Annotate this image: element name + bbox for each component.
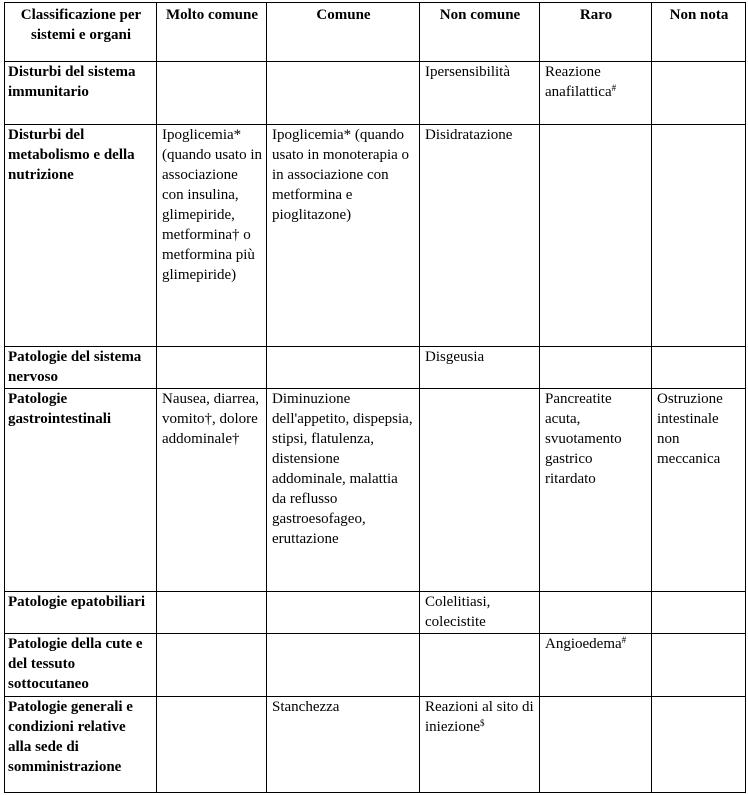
comune-cell: Ipoglicemia* (quando usato in monoterapia o in associazione con metformina e pioglitazone): [267, 125, 420, 347]
table-row: [5, 347, 746, 389]
comune-cell: Stanchezza: [267, 697, 420, 793]
table-row: [5, 62, 746, 125]
raro-cell: [540, 347, 652, 389]
raro-cell: [540, 634, 652, 697]
organ-class-cell: Patologie del sistema nervoso: [5, 347, 157, 389]
raro-cell: [540, 62, 652, 125]
non-nota-cell: [652, 62, 746, 125]
comune-cell: [267, 62, 420, 125]
non-nota-cell: Ostruzione intestinale non meccanica: [652, 389, 746, 592]
molto-comune-cell: [157, 592, 267, 634]
footnote-marker: $: [479, 718, 485, 728]
non-comune-cell: Ipersensibilità: [420, 62, 540, 125]
adverse-reactions-table: [4, 2, 746, 793]
organ-class-cell: Patologie epatobiliari: [5, 592, 157, 634]
non-nota-cell: [652, 347, 746, 389]
comune-cell: [267, 634, 420, 697]
non-comune-cell: [420, 634, 540, 697]
comune-cell: [267, 592, 420, 634]
table-row: [5, 697, 746, 793]
raro-cell: Pancreatite acuta, svuotamento gastrico ritardato: [540, 389, 652, 592]
header-row: [5, 3, 746, 62]
organ-class-cell: Patologie generali e condizioni relative alla sede di somministrazione: [5, 697, 157, 793]
footnote-marker: #: [611, 83, 617, 93]
table-row: [5, 389, 746, 592]
molto-comune-cell: [157, 347, 267, 389]
raro-text: Reazione anafilattica: [545, 64, 612, 100]
non-comune-cell: Colelitiasi, colecistite: [420, 592, 540, 634]
header-classificazione: Classificazione per sistemi e organi: [5, 3, 157, 62]
raro-cell: [540, 125, 652, 347]
non-nota-cell: [652, 125, 746, 347]
non-comune-text: Reazioni al sito di iniezione: [425, 699, 534, 735]
non-nota-cell: [652, 592, 746, 634]
header-molto-comune: Molto comune: [157, 3, 267, 62]
organ-class-cell: Patologie gastrointestinali: [5, 389, 157, 592]
table-row: [5, 125, 746, 347]
table-row: [5, 634, 746, 697]
organ-class-cell: Patologie della cute e del tessuto sottocutaneo: [5, 634, 157, 697]
non-comune-cell: [420, 697, 540, 793]
comune-cell: [267, 347, 420, 389]
non-comune-cell: Disidratazione: [420, 125, 540, 347]
comune-cell: Diminuzione dell'appetito, dispepsia, stipsi, flatulenza, distensione addominale, malattia da reflusso gastroesofageo, eruttazione: [267, 389, 420, 592]
non-comune-cell: [420, 389, 540, 592]
raro-cell: [540, 697, 652, 793]
molto-comune-cell: Ipoglicemia* (quando usato in associazione con insulina, glimepiride, metformina† o metformina più glimepiride): [157, 125, 267, 347]
header-non-comune: Non comune: [420, 3, 540, 62]
table-row: [5, 592, 746, 634]
molto-comune-cell: Nausea, diarrea, vomito†, dolore addominale†: [157, 389, 267, 592]
non-nota-cell: [652, 697, 746, 793]
molto-comune-cell: [157, 697, 267, 793]
molto-comune-cell: [157, 62, 267, 125]
organ-class-cell: Disturbi del sistema immunitario: [5, 62, 157, 125]
non-nota-cell: [652, 634, 746, 697]
raro-cell: [540, 592, 652, 634]
molto-comune-cell: [157, 634, 267, 697]
header-non-nota: Non nota: [652, 3, 746, 62]
footnote-marker: #: [621, 635, 627, 645]
organ-class-cell: Disturbi del metabolismo e della nutrizione: [5, 125, 157, 347]
non-comune-cell: Disgeusia: [420, 347, 540, 389]
header-comune: Comune: [267, 3, 420, 62]
raro-text: Angioedema: [545, 636, 622, 652]
header-raro: Raro: [540, 3, 652, 62]
